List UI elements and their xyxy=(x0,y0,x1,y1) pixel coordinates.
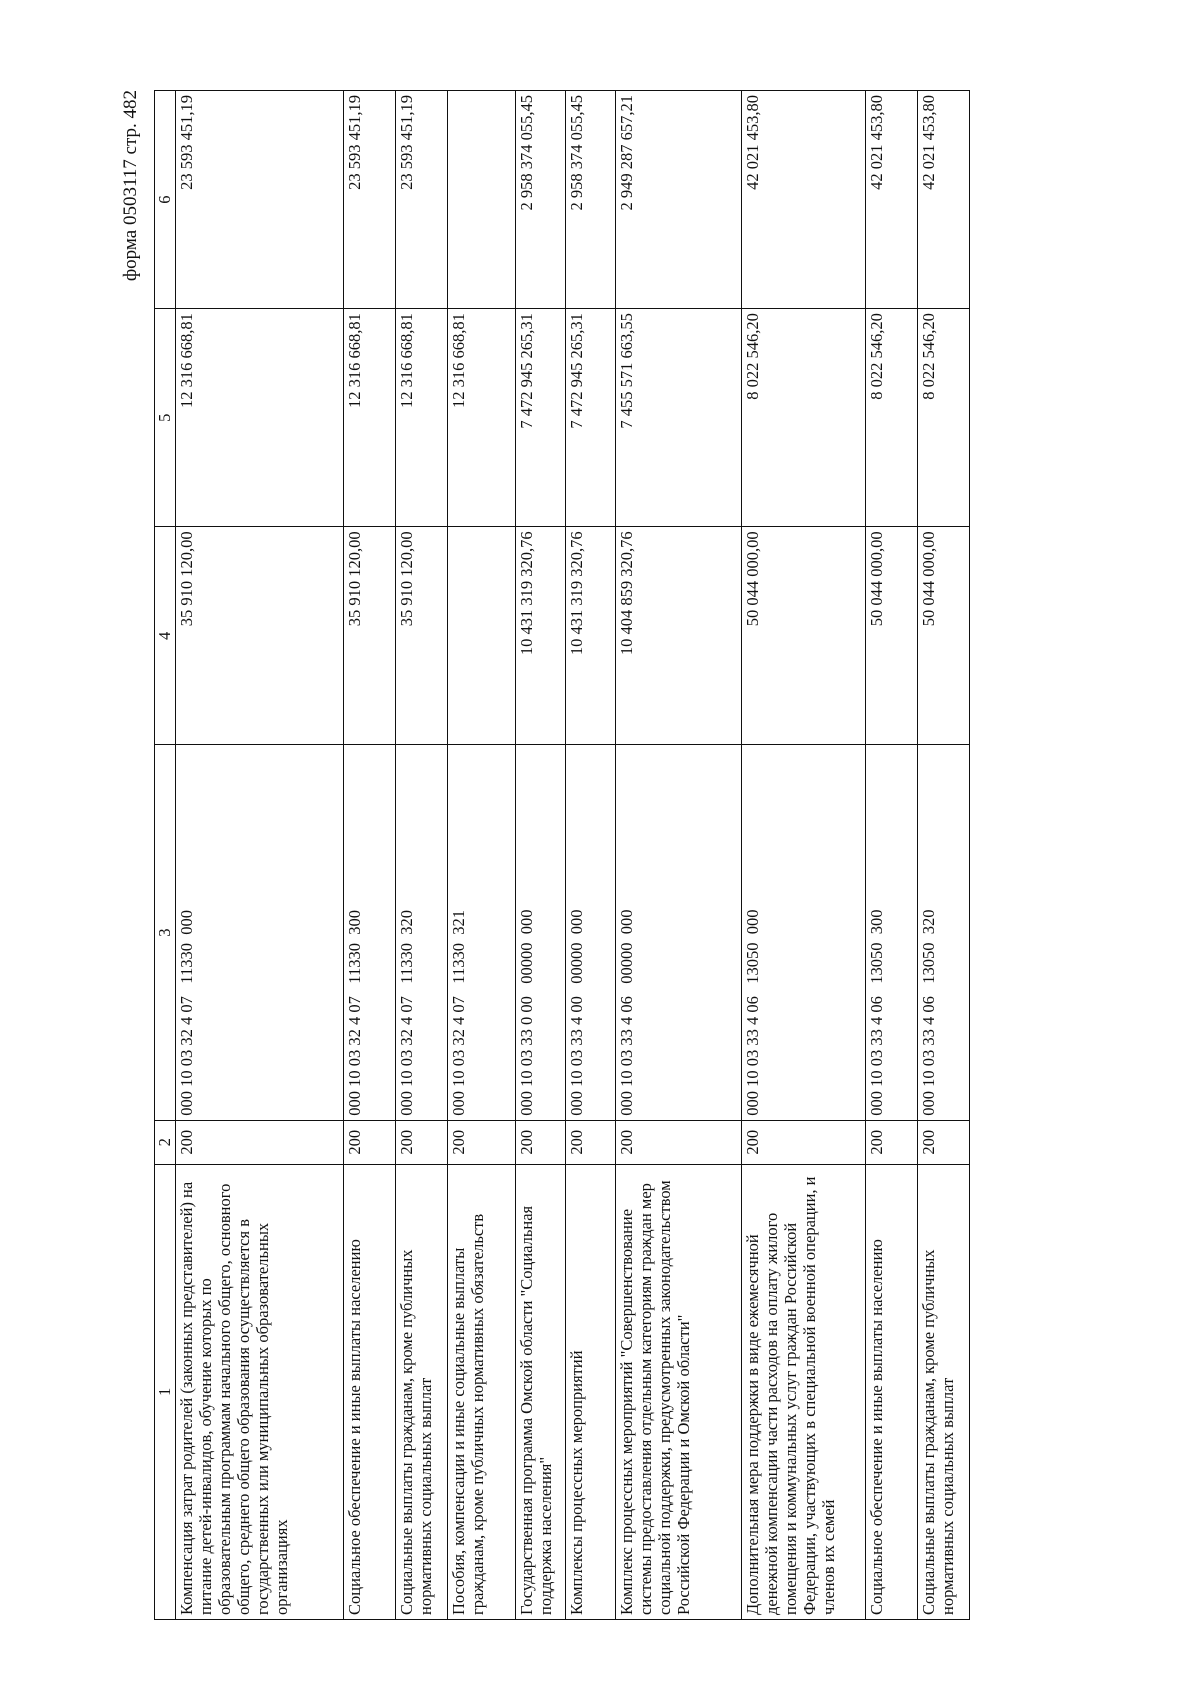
row-budget-code: 000 10 03 32 4 07 11330 321 xyxy=(448,745,516,1120)
row-name: Комплекс процессных мероприятий "Совершенствование системы предоставления отдельным категориям граждан мер социальной поддержки, предусмотренных законодательством Российской Федерации и Омской области" xyxy=(616,1164,742,1619)
row-budget-code: 000 10 03 33 4 06 13050 320 xyxy=(918,745,970,1120)
row-approved xyxy=(448,527,516,745)
row-executed: 8 022 546,20 xyxy=(918,309,970,527)
row-line-code: 200 xyxy=(516,1120,566,1164)
row-unexecuted: 23 593 451,19 xyxy=(396,91,448,309)
row-budget-code: 000 10 03 33 4 06 13050 000 xyxy=(742,745,866,1120)
row-approved: 35 910 120,00 xyxy=(396,527,448,745)
row-line-code: 200 xyxy=(742,1120,866,1164)
row-executed: 12 316 668,81 xyxy=(344,309,396,527)
table-row xyxy=(566,91,616,1620)
header-col-4: 4 xyxy=(155,527,176,745)
row-executed: 12 316 668,81 xyxy=(396,309,448,527)
row-budget-code: 000 10 03 32 4 07 11330 000 xyxy=(176,745,344,1120)
table-row xyxy=(918,91,970,1620)
row-name: Дополнительная мера поддержки в виде ежемесячной денежной компенсации части расходов на оплату жилого помещения и коммунальных услуг граждан Российской Федерации, участвующих в специальной военной операции, и членов их семей xyxy=(742,1164,866,1619)
header-row xyxy=(155,91,176,1620)
row-executed: 12 316 668,81 xyxy=(448,309,516,527)
row-name: Социальное обеспечение и иные выплаты населению xyxy=(866,1164,918,1619)
row-unexecuted: 2 958 374 055,45 xyxy=(566,91,616,309)
row-approved: 10 431 319 320,76 xyxy=(566,527,616,745)
table-row xyxy=(516,91,566,1620)
row-line-code: 200 xyxy=(616,1120,742,1164)
table-row xyxy=(176,91,344,1620)
header-col-2: 2 xyxy=(155,1120,176,1164)
table-row xyxy=(344,91,396,1620)
row-name: Государственная программа Омской области "Социальная поддержка населения" xyxy=(516,1164,566,1619)
header-col-3: 3 xyxy=(155,745,176,1120)
row-executed: 7 472 945 265,31 xyxy=(566,309,616,527)
row-budget-code: 000 10 03 32 4 07 11330 300 xyxy=(344,745,396,1120)
row-executed: 7 455 571 663,55 xyxy=(616,309,742,527)
table-row xyxy=(866,91,918,1620)
row-budget-code: 000 10 03 33 0 00 00000 000 xyxy=(516,745,566,1120)
table-header xyxy=(155,91,176,1620)
budget-execution-table xyxy=(154,90,970,1620)
row-executed: 8 022 546,20 xyxy=(866,309,918,527)
header-col-1: 1 xyxy=(155,1164,176,1619)
row-line-code: 200 xyxy=(566,1120,616,1164)
row-budget-code: 000 10 03 33 4 06 13050 300 xyxy=(866,745,918,1120)
row-unexecuted xyxy=(448,91,516,309)
row-name: Комплексы процессных мероприятий xyxy=(566,1164,616,1619)
rotated-page-content xyxy=(120,90,1050,1620)
row-line-code: 200 xyxy=(344,1120,396,1164)
row-approved: 10 431 319 320,76 xyxy=(516,527,566,745)
row-executed: 8 022 546,20 xyxy=(742,309,866,527)
row-approved: 50 044 000,00 xyxy=(742,527,866,745)
row-unexecuted: 42 021 453,80 xyxy=(918,91,970,309)
row-line-code: 200 xyxy=(918,1120,970,1164)
header-col-6: 6 xyxy=(155,91,176,309)
row-name: Социальное обеспечение и иные выплаты населению xyxy=(344,1164,396,1619)
row-executed: 12 316 668,81 xyxy=(176,309,344,527)
row-line-code: 200 xyxy=(866,1120,918,1164)
table-row xyxy=(448,91,516,1620)
row-name: Социальные выплаты гражданам, кроме публичных нормативных социальных выплат xyxy=(918,1164,970,1619)
row-unexecuted: 23 593 451,19 xyxy=(176,91,344,309)
row-unexecuted: 23 593 451,19 xyxy=(344,91,396,309)
row-approved: 50 044 000,00 xyxy=(918,527,970,745)
row-budget-code: 000 10 03 32 4 07 11330 320 xyxy=(396,745,448,1120)
row-unexecuted: 2 958 374 055,45 xyxy=(516,91,566,309)
table-row xyxy=(396,91,448,1620)
row-budget-code: 000 10 03 33 4 00 00000 000 xyxy=(566,745,616,1120)
header-col-5: 5 xyxy=(155,309,176,527)
row-line-code: 200 xyxy=(448,1120,516,1164)
row-executed: 7 472 945 265,31 xyxy=(516,309,566,527)
row-approved: 35 910 120,00 xyxy=(344,527,396,745)
row-budget-code: 000 10 03 33 4 06 00000 000 xyxy=(616,745,742,1120)
row-unexecuted: 42 021 453,80 xyxy=(866,91,918,309)
row-approved: 10 404 859 320,76 xyxy=(616,527,742,745)
row-unexecuted: 42 021 453,80 xyxy=(742,91,866,309)
row-approved: 35 910 120,00 xyxy=(176,527,344,745)
table-body xyxy=(176,91,970,1620)
form-reference: форма 0503117 стр. 482 xyxy=(120,90,141,282)
row-unexecuted: 2 949 287 657,21 xyxy=(616,91,742,309)
table-row xyxy=(616,91,742,1620)
row-approved: 50 044 000,00 xyxy=(866,527,918,745)
row-line-code: 200 xyxy=(176,1120,344,1164)
row-name: Компенсация затрат родителей (законных представителей) на питание детей-инвалидов, обучение которых по образовательным программам начального общего, основного общего, среднего общего образования осуществляется в государственных или муниципальных образовательных организациях xyxy=(176,1164,344,1619)
row-name: Пособия, компенсации и иные социальные выплаты гражданам, кроме публичных нормативных обязательств xyxy=(448,1164,516,1619)
table-row xyxy=(742,91,866,1620)
row-name: Социальные выплаты гражданам, кроме публичных нормативных социальных выплат xyxy=(396,1164,448,1619)
row-line-code: 200 xyxy=(396,1120,448,1164)
